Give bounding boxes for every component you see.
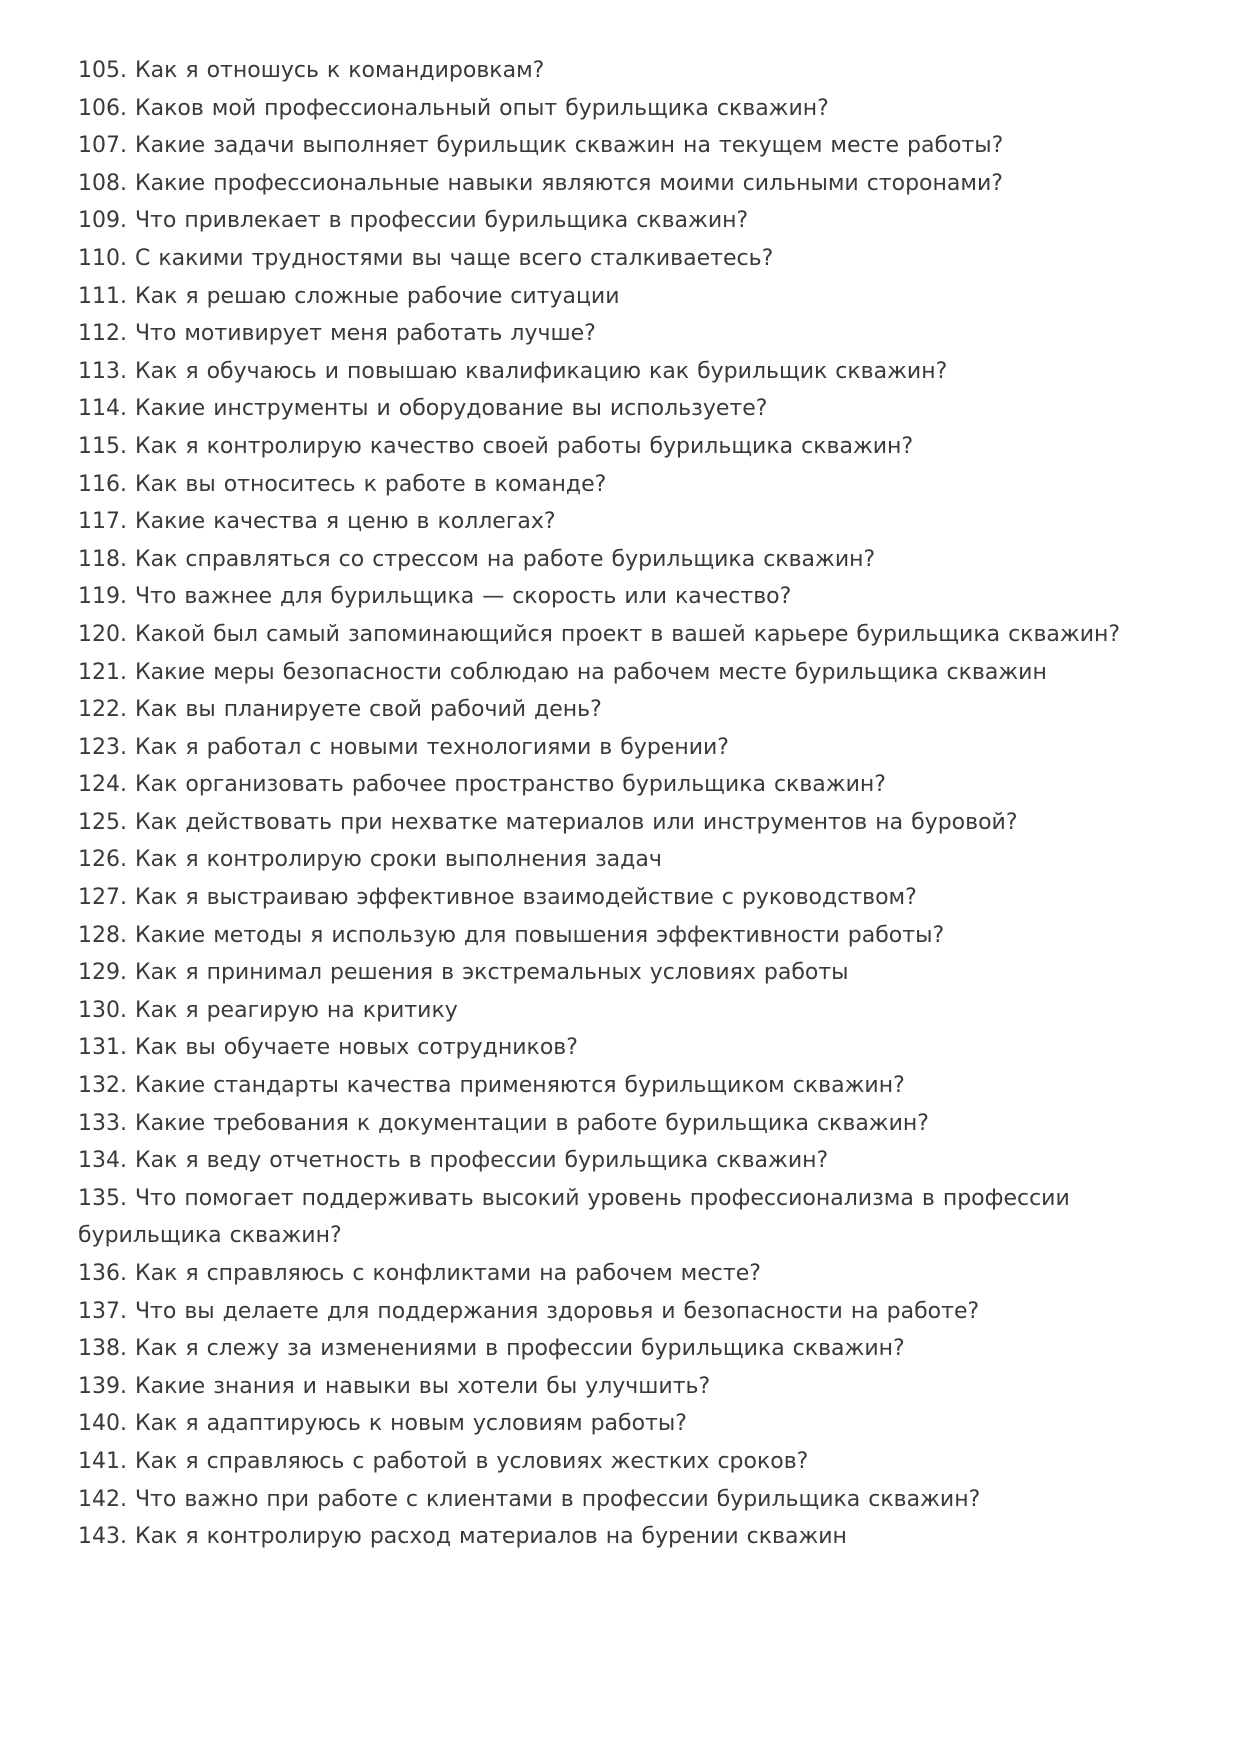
question-item: 106. Каков мой профессиональный опыт бурильщика скважин? [78,95,829,121]
question-item: 124. Как организовать рабочее пространство бурильщика скважин? [78,772,886,798]
question-item: 133. Какие требования к документации в работе бурильщика скважин? [78,1110,929,1136]
question-item: 131. Как вы обучаете новых сотрудников? [78,1035,578,1061]
question-item: 122. Как вы планируете свой рабочий день? [78,697,602,723]
question-item: 118. Как справляться со стрессом на работе бурильщика скважин? [78,546,876,572]
question-item: 116. Как вы относитесь к работе в команде? [78,471,607,497]
question-item: 109. Что привлекает в профессии бурильщика скважин? [78,208,749,234]
question-item: 119. Что важнее для бурильщика — скорость или качество? [78,584,792,610]
question-item: 135. Что помогает поддерживать высокий уровень профессионализма в профессии бурильщика скважин? [78,1185,1070,1249]
question-item: 136. Как я справляюсь с конфликтами на рабочем месте? [78,1261,761,1286]
question-item: 130. Как я реагирую на критику [78,997,458,1023]
question-item: 132. Какие стандарты качества применяются бурильщиком скважин? [78,1073,905,1099]
question-item: 120. Какой был самый запоминающийся проект в вашей карьере бурильщика скважин? [78,621,1121,647]
question-item: 117. Какие качества я ценю в коллегах? [78,509,556,535]
questions-list [78,52,1169,1556]
question-item: 115. Как я контролирую качество своей работы бурильщика скважин? [78,433,914,459]
question-item: 137. Что вы делаете для поддержания здоровья и безопасности на работе? [78,1298,980,1324]
question-item: 108. Какие профессиональные навыки являются моими сильными сторонами? [78,170,1003,196]
question-item: 110. С какими трудностями вы чаще всего сталкиваетесь? [78,245,774,271]
question-item: 112. Что мотивирует меня работать лучше? [78,321,596,347]
question-item: 141. Как я справляюсь с работой в условиях жестких сроков? [78,1448,809,1474]
question-item: 129. Как я принимал решения в экстремальных условиях работы [78,960,849,986]
question-item: 121. Какие меры безопасности соблюдаю на рабочем месте бурильщика скважин [78,659,1047,685]
question-item: 111. Как я решаю сложные рабочие ситуации [78,283,620,309]
question-item: 142. Что важно при работе с клиентами в профессии бурильщика скважин? [78,1486,981,1512]
question-item: 107. Какие задачи выполняет бурильщик скважин на текущем месте работы? [78,133,1004,159]
question-item: 105. Как я отношусь к командировкам? [78,58,545,83]
question-item: 128. Какие методы я использую для повышения эффективности работы? [78,922,945,948]
question-item: 138. Как я слежу за изменениями в профессии бурильщика скважин? [78,1336,905,1362]
question-item: 134. Как я веду отчетность в профессии бурильщика скважин? [78,1148,829,1174]
question-item: 125. Как действовать при нехватке материалов или инструментов на буровой? [78,809,1018,835]
question-item: 126. Как я контролирую сроки выполнения задач [78,847,662,873]
question-item: 140. Как я адаптируюсь к новым условиям работы? [78,1411,687,1437]
question-item: 114. Какие инструменты и оборудование вы используете? [78,396,768,422]
question-item: 143. Как я контролирую расход материалов на бурении скважин [78,1524,847,1550]
question-item: 139. Какие знания и навыки вы хотели бы улучшить? [78,1373,711,1399]
question-item: 113. Как я обучаюсь и повышаю квалификацию как бурильщик скважин? [78,358,948,384]
question-item: 127. Как я выстраиваю эффективное взаимодействие с руководством? [78,885,917,911]
question-item: 123. Как я работал с новыми технологиями в бурении? [78,734,729,760]
